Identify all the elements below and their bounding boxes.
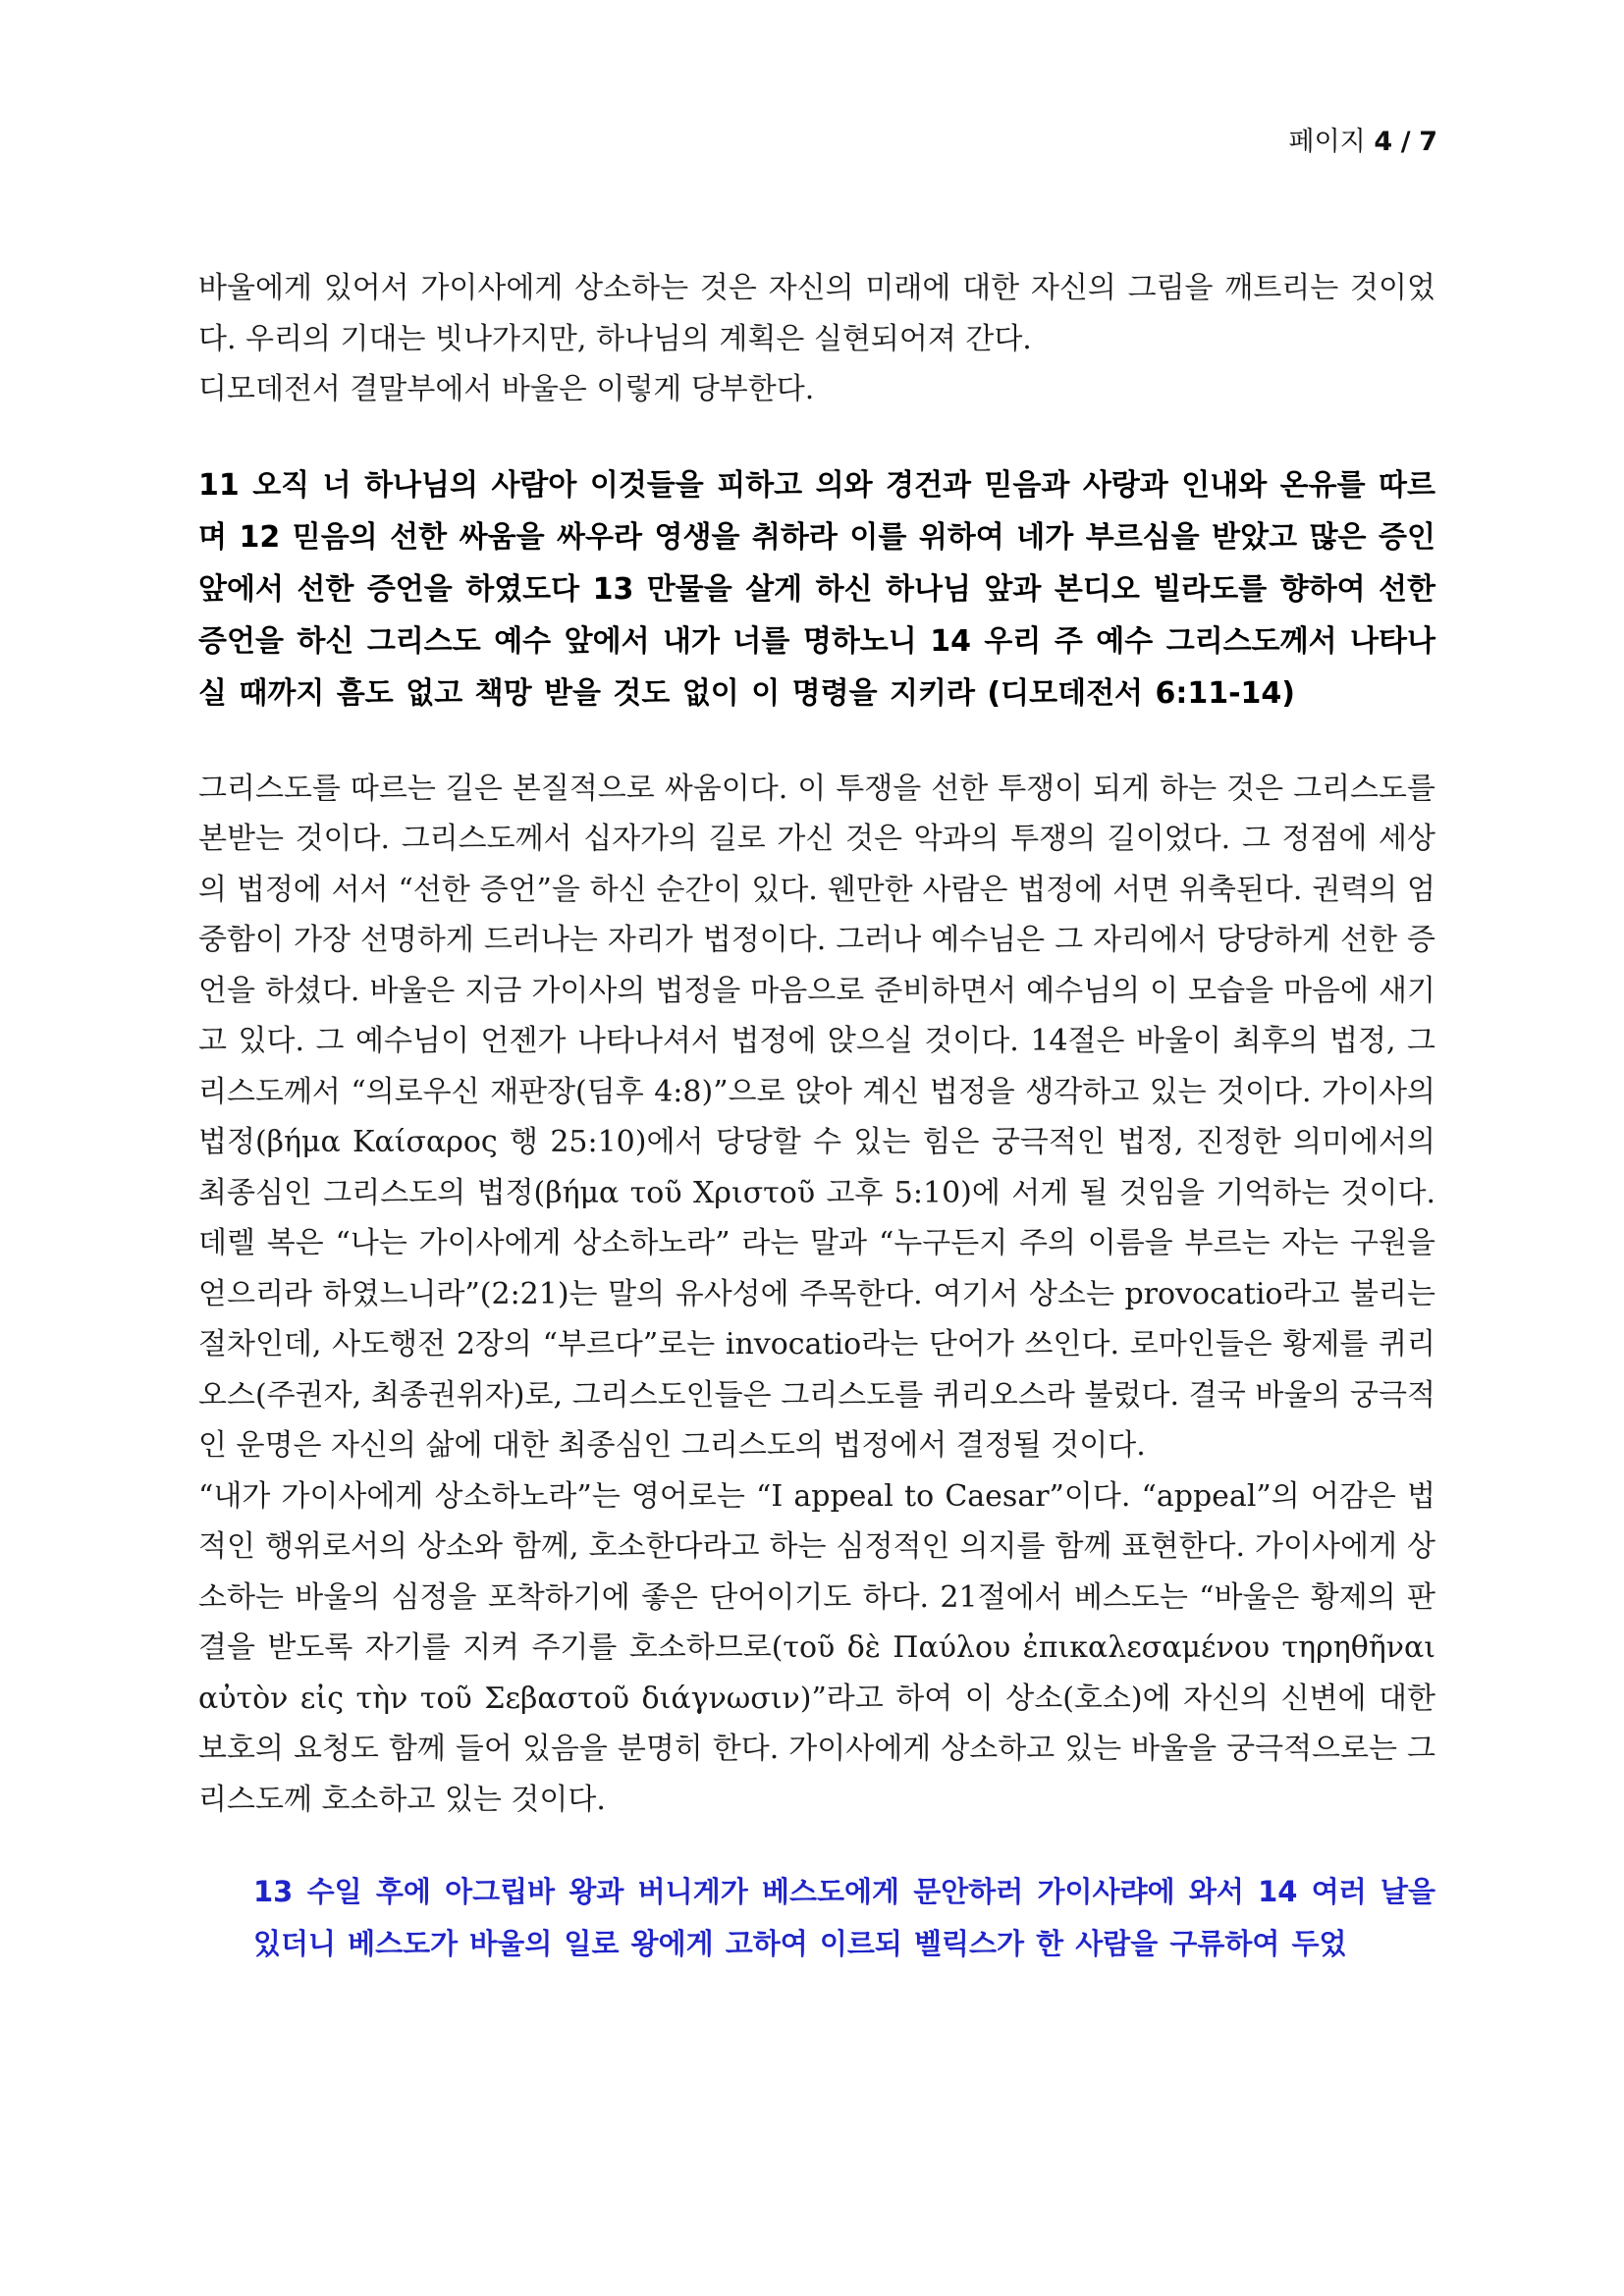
document-body — [198, 263, 1435, 1970]
total-pages-number: 7 — [1419, 127, 1437, 157]
paragraph-appeal: “내가 가이사에게 상소하노라”는 영어로는 “I appeal to Caesar”이다. “appeal”의 어감은 법적인 행위로서의 상소와 함께, 호소한다라고 하는 심정적인 의지를 함께 표현한다. 가이사에게 상소하는 바울의 심정을 포착하기에 좋은 단어이기도 하다. 21절에서 베스도는 “바울은 황제의 판결을 받도록 자기를 지켜 주기를 호소하므로(τοῦ δὲ Παύλου ἐπικαλεσαμένου τηρηθῆναι αὐτὸν εἰς τὴν τοῦ Σεβαστοῦ διάγνωσιν)”라고 하여 이 상소(호소)에 자신의 신변에 대한 보호의 요청도 함께 들어 있음을 분명히 한다. 가이사에게 상소하고 있는 바울을 궁극적으로는 그리스도께 호소하고 있는 것이다. — [198, 1478, 1435, 1817]
page-separator: / — [1400, 127, 1411, 157]
page-number-header — [1289, 120, 1438, 158]
scripture-quote-acts: 13 수일 후에 아그립바 왕과 버니게가 베스도에게 문안하러 가이사랴에 와서 14 여러 날을 있더니 베스도가 바울의 일로 왕에게 고하여 이르되 벨릭스가 한 사람을 구류하여 두었 — [253, 1875, 1435, 1960]
paragraph-intro: 바울에게 있어서 가이사에게 상소하는 것은 자신의 미래에 대한 자신의 그림을 깨트리는 것이었다. 우리의 기대는 빗나가지만, 하나님의 계획은 실현되어져 간다. — [198, 271, 1435, 356]
paragraph-commentary: 그리스도를 따르는 길은 본질적으로 싸움이다. 이 투쟁을 선한 투쟁이 되게 하는 것은 그리스도를 본받는 것이다. 그리스도께서 십자가의 길로 가신 것은 악과의 투쟁의 길이었다. 그 정점에 세상의 법정에 서서 “선한 증언”을 하신 순간이 있다. 웬만한 사람은 법정에 서면 위축된다. 권력의 엄중함이 가장 선명하게 드러나는 자리가 법정이다. 그러나 예수님은 그 자리에서 당당하게 선한 증언을 하셨다. 바울은 지금 가이사의 법정을 마음으로 준비하면서 예수님의 이 모습을 마음에 새기고 있다. 그 예수님이 언젠가 나타나셔서 법정에 앉으실 것이다. 14절은 바울이 최후의 법정, 그리스도께서 “의로우신 재판장(딤후 4:8)”으로 앉아 계신 법정을 생각하고 있는 것이다. 가이사의 법정(βήμα Καίσαρος 행 25:10)에서 당당할 수 있는 힘은 궁극적인 법정, 진정한 의미에서의 최종심인 그리스도의 법정(βήμα τοῦ Χριστοῦ 고후 5:10)에 서게 될 것임을 기억하는 것이다. 데렐 복은 “나는 가이사에게 상소하노라” 라는 말과 “누구든지 주의 이름을 부르는 자는 구원을 얻으리라 하였느니라”(2:21)는 말의 유사성에 주목한다. 여기서 상소는 provocatio라고 불리는 절차인데, 사도행전 2장의 “부르다”로는 invocatio라는 단어가 쓰인다. 로마인들은 황제를 퀴리오스(주권자, 최종권위자)로, 그리스도인들은 그리스도를 퀴리오스라 불렀다. 결국 바울의 궁극적인 운명은 자신의 삶에 대한 최종심인 그리스도의 법정에서 결정될 것이다. — [198, 771, 1435, 1463]
page-label: 페이지 — [1288, 127, 1366, 157]
scripture-quote-timothy: 11 오직 너 하나님의 사람아 이것들을 피하고 의와 경건과 믿음과 사랑과 인내와 온유를 따르며 12 믿음의 선한 싸움을 싸우라 영생을 취하라 이를 위하여 네가 부르심을 받았고 많은 증인 앞에서 선한 증언을 하였도다 13 만물을 살게 하신 하나님 앞과 본디오 빌라도를 향하여 선한 증언을 하신 그리스도 예수 앞에서 내가 너를 명하노니 14 우리 주 예수 그리스도께서 나타나실 때까지 흠도 없고 책망 받을 것도 없이 이 명령을 지키라 (디모데전서 6:11-14) — [198, 467, 1435, 711]
paragraph-timothy-intro: 디모데전서 결말부에서 바울은 이렇게 당부한다. — [198, 372, 815, 406]
current-page-number: 4 — [1374, 127, 1393, 157]
